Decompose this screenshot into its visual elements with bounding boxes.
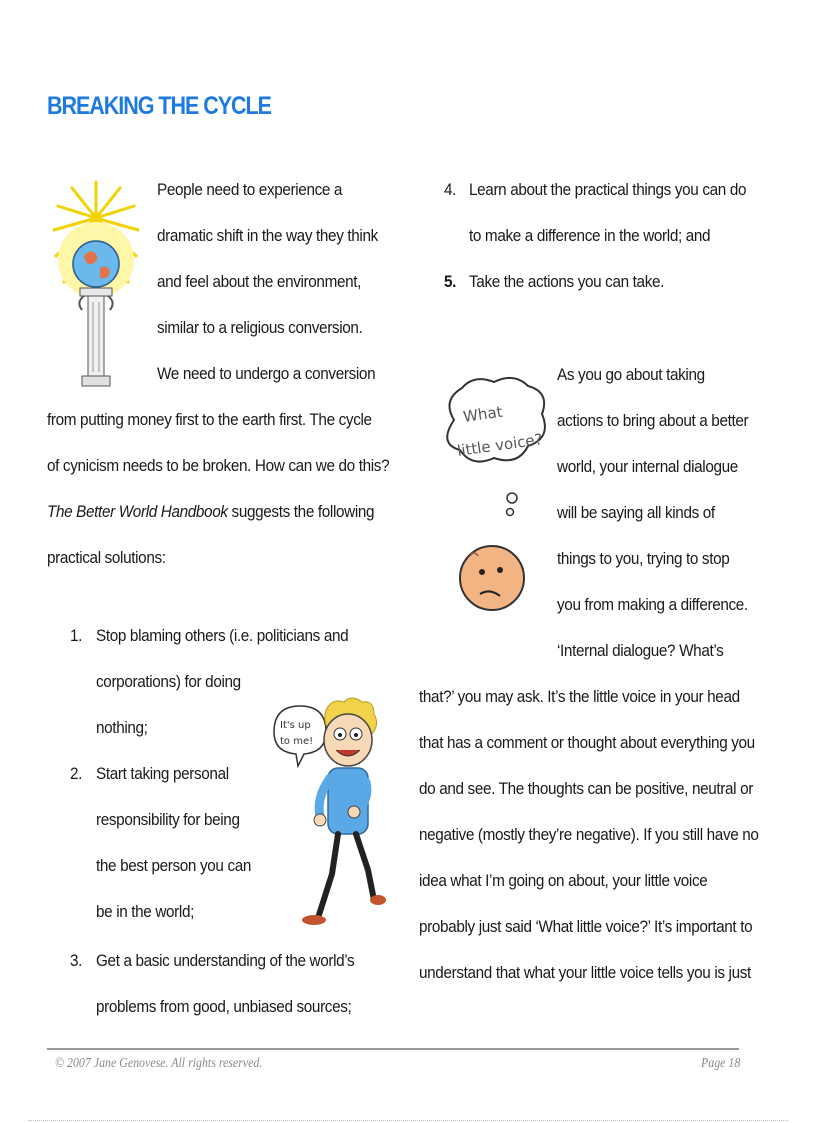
- list-item-4: Learn about the practical things you can do to make a difference in the world; and: [469, 180, 747, 245]
- list-number-3: 3.: [70, 951, 83, 970]
- footer-divider: [47, 1048, 739, 1050]
- list-item-1: Stop blaming others (i.e. politicians and corporations) for doing nothing;: [96, 626, 349, 737]
- voice-wrapped-text: As you go about taking actions to bring about a better world, your internal dialogue will be saying all kinds of things to you, trying to stop you from making a difference. ‘Internal dialogue? What’s: [557, 365, 749, 660]
- bubble2-line1: It's up: [280, 720, 311, 731]
- list-number-5: 5.: [444, 272, 457, 291]
- footer-copyright: © 2007 Jane Genovese. All rights reserved.: [55, 1056, 263, 1071]
- boy-its-up-to-me-illustration: [268, 698, 386, 930]
- intro-wrapped-text: People need to experience a dramatic shift in the way they think and feel about the environment, similar to a religious conversion. We need to undergo a conversion: [157, 180, 378, 383]
- list-number-1: 1.: [70, 626, 83, 645]
- list-number-4: 4.: [444, 180, 457, 199]
- footer-page-number: Page 18: [701, 1056, 741, 1071]
- globe-trophy-illustration: [50, 178, 142, 392]
- intro-full-text: from putting money first to the earth first. The cycle of cynicism needs to be broken. How can we do this? The Better World Handbook suggests the following practical solutions:: [47, 410, 390, 567]
- voice-full-text: that?’ you may ask. It’s the little voice in your head that has a comment or thought about everything you do and see. The thoughts can be positive, neutral or negative (mostly they’re negative). If you still have no idea what I’m going on about, your little voice probably just said ‘What little voice?’ It’s important to understand that what your little voice tells you is just: [419, 687, 759, 982]
- little-voice-illustration: [440, 376, 552, 624]
- page-title: BREAKING THE CYCLE: [47, 92, 271, 120]
- list-item-5: Take the actions you can take.: [469, 272, 665, 291]
- bubble1-line1: What: [462, 402, 504, 426]
- book-title: The Better World Handbook: [47, 502, 228, 521]
- page-bottom-border: [28, 1120, 788, 1121]
- list-number-2: 2.: [70, 764, 83, 783]
- bubble2-line2: to me!: [280, 736, 314, 747]
- list-item-3: Get a basic understanding of the world’s problems from good, unbiased sources;: [96, 951, 355, 1016]
- list-item-2: Start taking personal responsibility for being the best person you can be in the world;: [96, 764, 252, 921]
- bubble1-line2: little voice?: [456, 430, 544, 460]
